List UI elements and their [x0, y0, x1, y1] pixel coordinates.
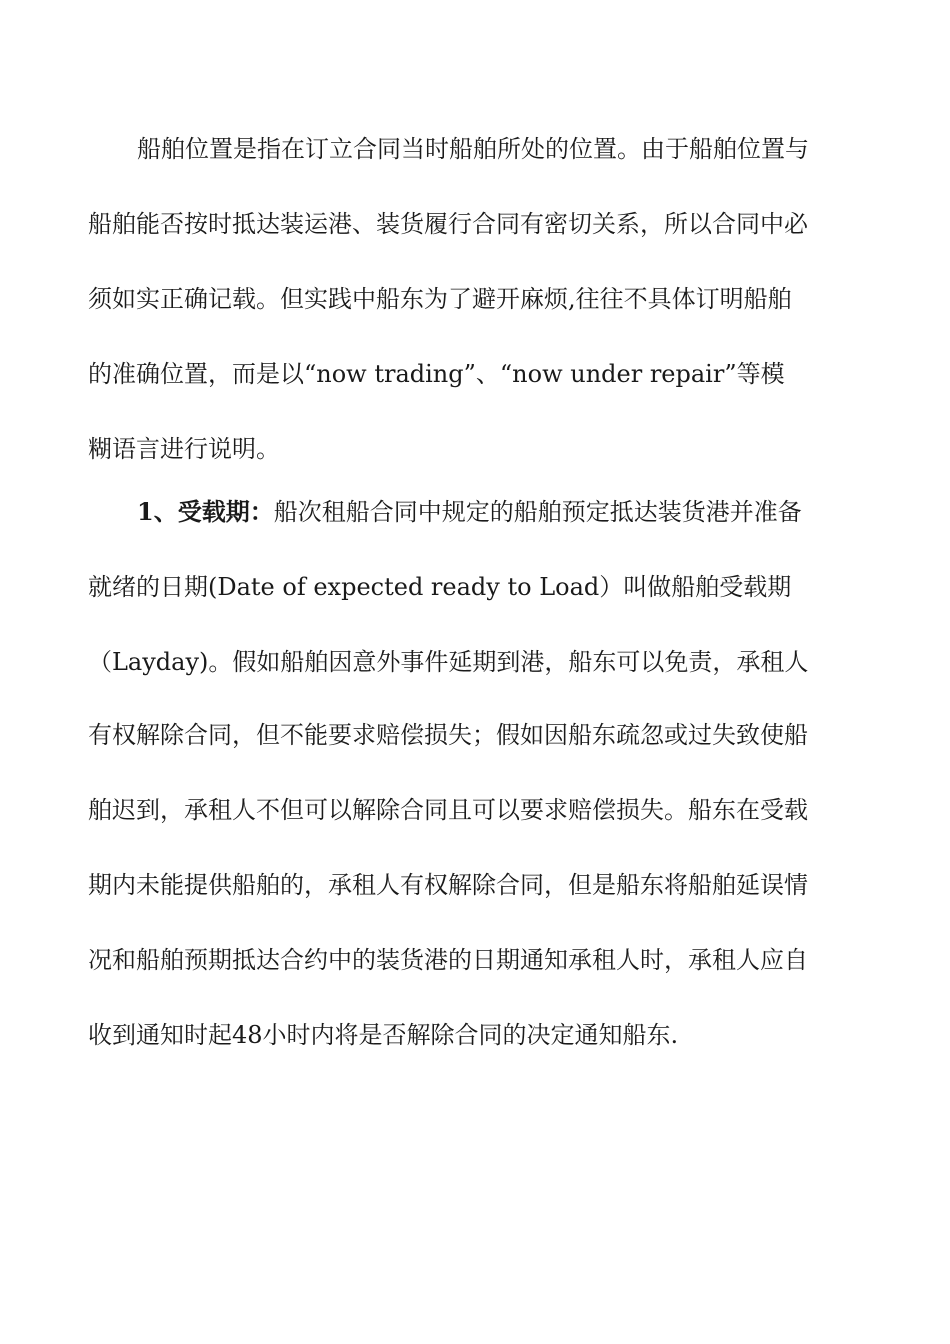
paragraph-line-text: 船次租船合同中规定的船舶预定抵达装货港并准备 — [273, 498, 802, 526]
paragraph-line: 船舶位置是指在订立合同当时船舶所处的位置。由于船舶位置与 — [137, 135, 809, 163]
paragraph-line: 有权解除合同，但不能要求赔偿损失；假如因船东疏忽或过失致使船 — [88, 721, 808, 749]
section-heading: 1、受载期： — [137, 497, 274, 526]
paragraph-line: 须如实正确记载。但实践中船东为了避开麻烦,往往不具体订明船舶 — [88, 285, 792, 313]
paragraph-line: 船舶能否按时抵达装运港、装货履行合同有密切关系，所以合同中必 — [88, 210, 808, 238]
paragraph-line: 就绪的日期(Date of expected ready to Load）叫做船舶受载期 — [88, 573, 792, 601]
paragraph-line: 况和船舶预期抵达合约中的装货港的日期通知承租人时，承租人应自 — [88, 946, 808, 974]
paragraph-line: （Layday)。假如船舶因意外事件延期到港，船东可以免责，承租人 — [88, 648, 809, 676]
paragraph-line: 糊语言进行说明。 — [88, 435, 280, 463]
paragraph-first-line — [137, 497, 802, 527]
paragraph-line: 的准确位置，而是以“now trading”、“now under repair”等模 — [88, 360, 785, 388]
paragraph-line: 期内未能提供船舶的，承租人有权解除合同，但是船东将船舶延误情 — [88, 871, 808, 899]
paragraph-line: 收到通知时起48小时内将是否解除合同的决定通知船东. — [88, 1021, 679, 1049]
paragraph-line: 舶迟到，承租人不但可以解除合同且可以要求赔偿损失。船东在受载 — [88, 796, 808, 824]
